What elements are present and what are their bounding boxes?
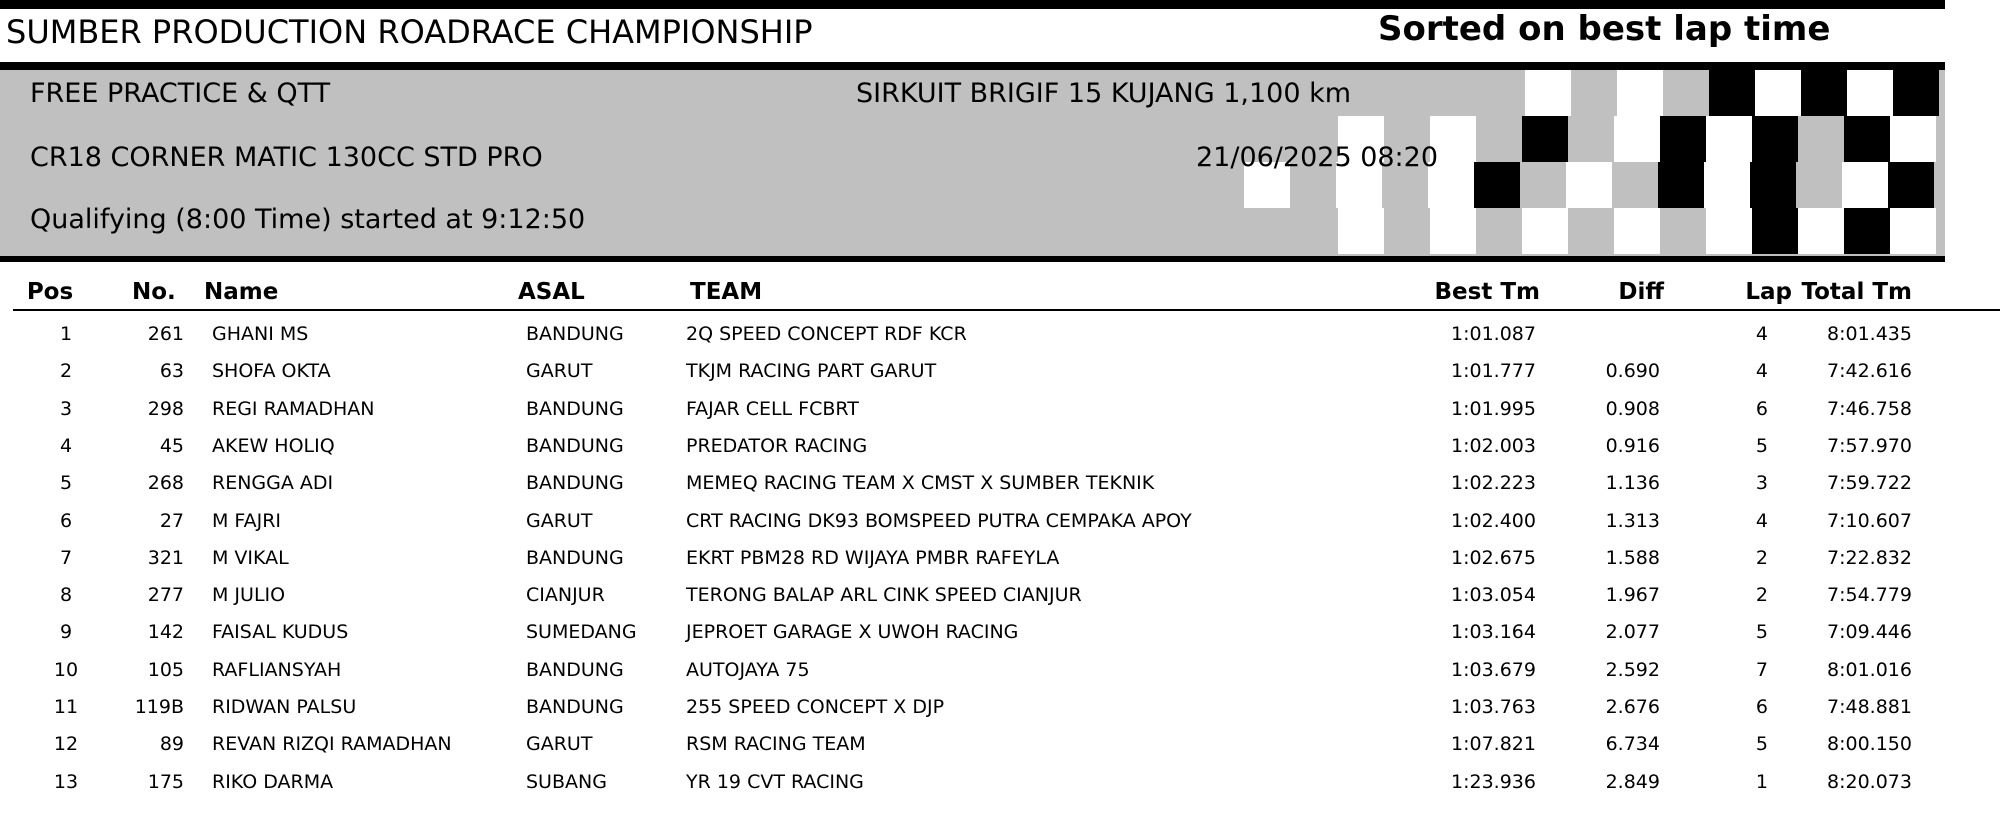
cell-origin: SUBANG [526,770,607,793]
cell-lap: 4 [1755,323,1768,345]
circuit-name: SIRKUIT BRIGIF 15 KUJANG 1,100 km [856,78,1352,109]
cell-number: 142 [147,621,184,644]
cell-number: 105 [147,658,184,681]
cell-pos: 12 [53,733,79,756]
cell-total-time: 7:46.758 [1827,397,1912,420]
cell-lap: 1 [1755,770,1768,793]
cell-number: 261 [147,323,184,345]
cell-total-time: 7:22.832 [1827,546,1912,569]
cell-best-time: 1:03.054 [1451,584,1536,607]
cell-pos: 10 [53,658,79,681]
cell-number: 268 [147,472,184,495]
cell-origin: SUMEDANG [526,621,637,644]
cell-best-time: 1:02.400 [1451,509,1536,532]
cell-best-time: 1:02.675 [1451,546,1536,569]
cell-diff: 2.592 [1605,658,1660,681]
cell-rider-name: M VIKAL [212,546,289,569]
cell-team: PREDATOR RACING [686,434,868,457]
cell-lap: 5 [1755,434,1768,457]
cell-lap: 6 [1755,397,1768,420]
col-team-header: TEAM [690,279,763,305]
cell-number: 63 [159,360,184,383]
cell-origin: CIANJUR [526,584,605,607]
cell-origin: BANDUNG [526,546,624,569]
cell-number: 277 [147,584,184,607]
cell-diff: 0.908 [1605,397,1660,420]
table-row [0,652,2000,689]
cell-best-time: 1:03.164 [1451,621,1536,644]
cell-total-time: 8:01.016 [1827,658,1912,681]
cell-number: 89 [159,733,184,756]
cell-team: TKJM RACING PART GARUT [686,360,937,383]
cell-origin: GARUT [526,509,593,532]
cell-team: CRT RACING DK93 BOMSPEED PUTRA CEMPAKA APOY [686,509,1192,532]
cell-total-time: 7:48.881 [1827,696,1912,718]
cell-total-time: 7:42.616 [1827,360,1912,383]
cell-lap: 6 [1755,696,1768,718]
table-row [0,540,2000,577]
cell-number: 321 [147,546,184,569]
cell-team: JEPROET GARAGE X UWOH RACING [686,621,1019,644]
session-datetime: 21/06/2025 08:20 [1196,142,1439,173]
col-lap-header: Lap [1745,279,1792,305]
col-diff-header: Diff [1618,279,1664,305]
cell-diff: 1.313 [1605,509,1660,532]
cell-diff: 0.690 [1605,360,1660,383]
cell-rider-name: M JULIO [212,584,286,607]
table-row [0,689,2000,726]
header-rule [0,62,1945,70]
cell-pos: 9 [59,621,73,644]
cell-diff: 2.676 [1605,696,1660,718]
cell-rider-name: RIDWAN PALSU [212,696,357,718]
cell-rider-name: SHOFA OKTA [212,360,331,383]
cell-lap: 4 [1755,509,1768,532]
cell-lap: 4 [1755,360,1768,383]
cell-team: MEMEQ RACING TEAM X CMST X SUMBER TEKNIK [686,472,1155,495]
header-underline [13,309,2000,311]
cell-best-time: 1:01.777 [1451,360,1536,383]
cell-total-time: 8:00.150 [1827,733,1912,756]
cell-number: 27 [159,509,184,532]
cell-number: 298 [147,397,184,420]
cell-best-time: 1:01.087 [1451,323,1536,345]
cell-best-time: 1:23.936 [1451,770,1536,793]
cell-best-time: 1:02.003 [1451,434,1536,457]
cell-lap: 2 [1755,584,1768,607]
cell-pos: 3 [59,397,73,420]
cell-total-time: 7:09.446 [1827,621,1912,644]
table-row [0,428,2000,465]
cell-rider-name: RIKO DARMA [212,770,334,793]
table-row [0,465,2000,502]
col-name-header: Name [204,279,279,305]
cell-lap: 5 [1755,621,1768,644]
cell-pos: 7 [59,546,73,569]
col-no-header: No. [132,279,176,305]
table-row [0,614,2000,651]
cell-total-time: 8:20.073 [1827,770,1912,793]
cell-total-time: 7:10.607 [1827,509,1912,532]
cell-origin: BANDUNG [526,434,624,457]
sort-note: Sorted on best lap time [1378,9,1831,49]
cell-rider-name: RENGGA ADI [212,472,334,495]
cell-diff: 0.916 [1605,434,1660,457]
table-row [0,503,2000,540]
table-row [0,726,2000,763]
cell-lap: 7 [1755,658,1768,681]
cell-diff: 1.967 [1605,584,1660,607]
cell-rider-name: REGI RAMADHAN [212,397,375,420]
cell-team: TERONG BALAP ARL CINK SPEED CIANJUR [686,584,1082,607]
session-info-panel [0,70,1945,256]
cell-team: RSM RACING TEAM [686,733,866,756]
class-name: CR18 CORNER MATIC 130CC STD PRO [30,142,543,173]
session-name: FREE PRACTICE & QTT [30,78,331,109]
cell-rider-name: M FAJRI [212,509,282,532]
cell-pos: 8 [59,584,73,607]
cell-origin: GARUT [526,360,593,383]
cell-pos: 11 [53,696,79,718]
cell-total-time: 7:54.779 [1827,584,1912,607]
cell-pos: 13 [53,770,79,793]
cell-team: FAJAR CELL FCBRT [686,397,859,420]
cell-rider-name: AKEW HOLIQ [212,434,335,457]
session-start: Qualifying (8:00 Time) started at 9:12:50 [30,204,586,235]
table-row [0,391,2000,428]
cell-origin: GARUT [526,733,593,756]
cell-best-time: 1:03.679 [1451,658,1536,681]
cell-best-time: 1:03.763 [1451,696,1536,718]
cell-team: 2Q SPEED CONCEPT RDF KCR [686,323,967,345]
cell-rider-name: GHANI MS [212,323,309,345]
col-total-header: Total Tm [1801,279,1912,305]
cell-rider-name: RAFLIANSYAH [212,658,342,681]
cell-lap: 5 [1755,733,1768,756]
cell-diff: 6.734 [1605,733,1660,756]
col-asal-header: ASAL [518,279,585,305]
cell-pos: 6 [59,509,73,532]
cell-best-time: 1:02.223 [1451,472,1536,495]
cell-team: AUTOJAYA 75 [686,658,810,681]
cell-best-time: 1:07.821 [1451,733,1536,756]
cell-origin: BANDUNG [526,696,624,718]
panel-rule [0,256,1945,262]
cell-origin: BANDUNG [526,658,624,681]
cell-lap: 3 [1755,472,1768,495]
cell-pos: 2 [59,360,73,383]
cell-pos: 5 [59,472,73,495]
cell-team: YR 19 CVT RACING [686,770,864,793]
table-row [0,316,2000,353]
cell-diff: 1.588 [1605,546,1660,569]
cell-diff: 2.077 [1605,621,1660,644]
cell-origin: BANDUNG [526,397,624,420]
col-best-header: Best Tm [1434,279,1540,305]
cell-origin: BANDUNG [526,323,624,345]
championship-title: SUMBER PRODUCTION ROADRACE CHAMPIONSHIP [6,13,813,51]
table-row [0,764,2000,801]
cell-team: 255 SPEED CONCEPT X DJP [686,696,945,718]
col-pos-header: Pos [26,279,74,305]
cell-origin: BANDUNG [526,472,624,495]
table-row [0,353,2000,390]
cell-total-time: 7:57.970 [1827,434,1912,457]
cell-diff: 1.136 [1605,472,1660,495]
cell-lap: 2 [1755,546,1768,569]
cell-pos: 4 [59,434,73,457]
cell-rider-name: REVAN RIZQI RAMADHAN [212,733,452,756]
cell-best-time: 1:01.995 [1451,397,1536,420]
cell-number: 175 [147,770,184,793]
cell-number: 119B [134,696,184,718]
cell-number: 45 [159,434,184,457]
cell-team: EKRT PBM28 RD WIJAYA PMBR RAFEYLA [686,546,1060,569]
table-row [0,577,2000,614]
cell-pos: 1 [59,323,73,345]
cell-rider-name: FAISAL KUDUS [212,621,349,644]
cell-total-time: 7:59.722 [1827,472,1912,495]
cell-diff: 2.849 [1605,770,1660,793]
cell-total-time: 8:01.435 [1827,323,1912,345]
